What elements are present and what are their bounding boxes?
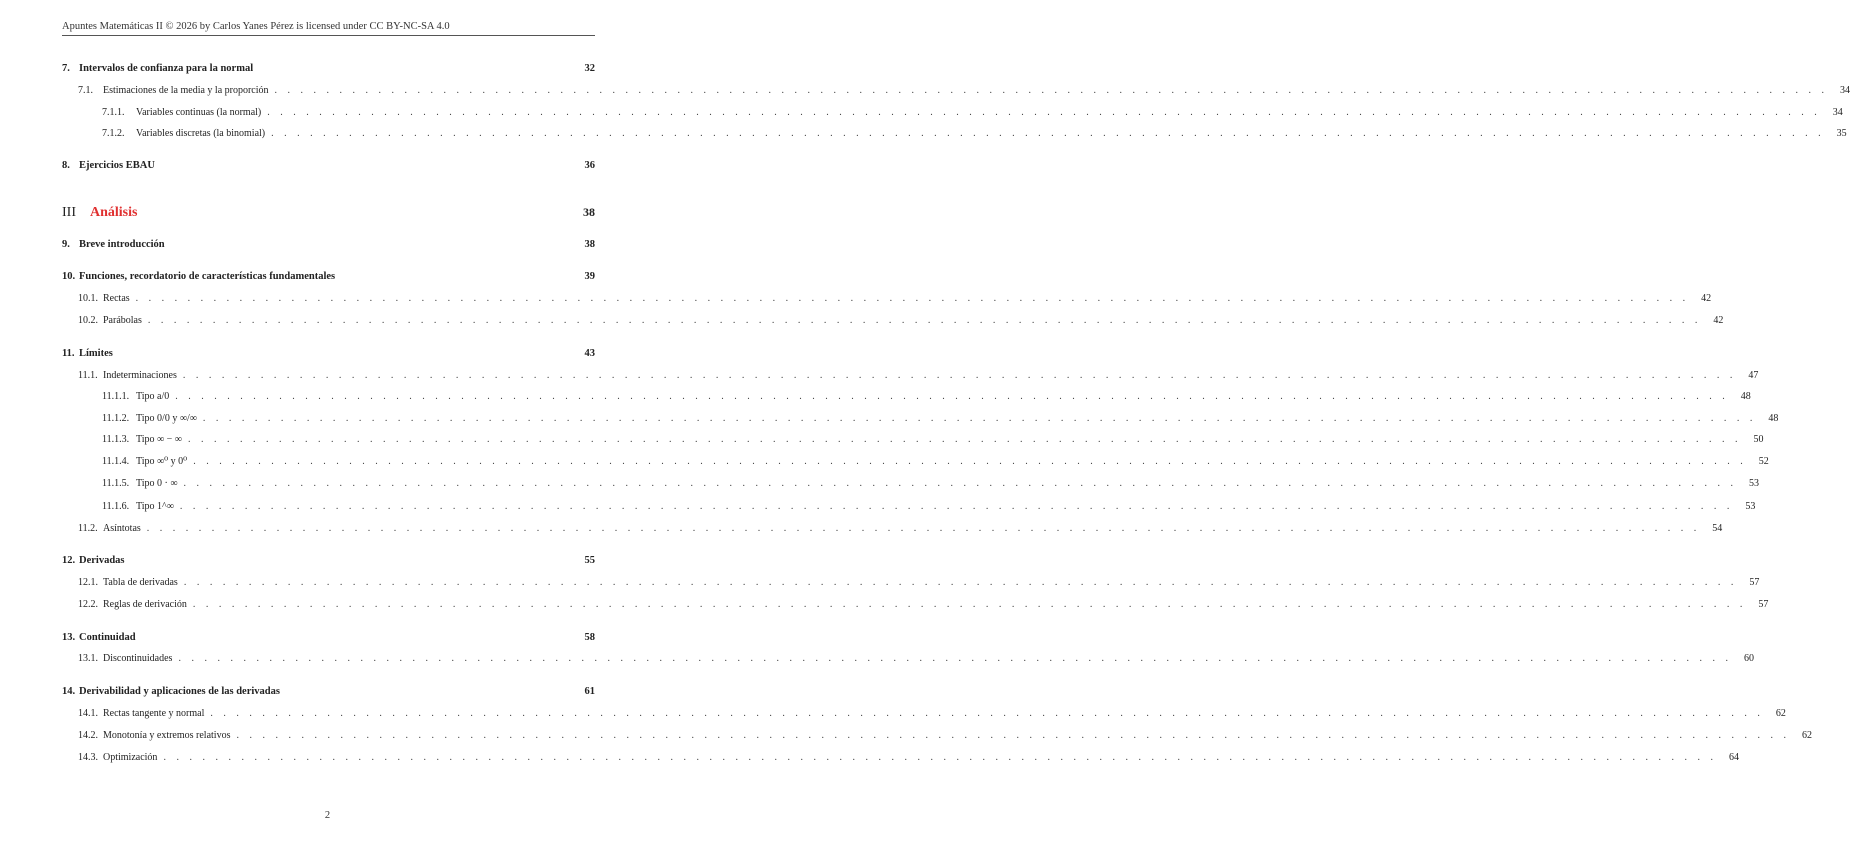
toc-entry-title: Optimización [103, 752, 158, 763]
toc-entry-number: 10.1. [78, 293, 98, 304]
toc-entry-page: 55 [584, 555, 595, 566]
toc-entry[interactable] [62, 347, 595, 361]
toc-entry-title: Funciones, recordatorio de características fundamentales [79, 271, 336, 282]
toc-entry-page: 38 [584, 239, 595, 250]
toc-entry-number: 7.1.1. [102, 107, 125, 118]
toc-entry-number: 8. [62, 160, 70, 171]
toc-entry-page: 42 [1701, 293, 1712, 304]
toc-entry-number: 11.1. [78, 370, 98, 381]
toc-entry[interactable] [62, 433, 1764, 447]
toc-entry-page: 48 [1740, 391, 1751, 402]
toc-entry[interactable] [62, 292, 1712, 306]
toc-entry-title: Análisis [90, 205, 138, 220]
toc-entry-page: 57 [1758, 599, 1769, 610]
toc-dot-leader: . . . . . . . . . . . . . . . . . . . . . . . . . . . . . . . . . . . . . . . . . . . . . . . . . . . . . . . . . . . . . . . . . . . . . . . . . . . . . . . . . . . . . . . . . . . . . . . . . . . . . . . . . . . . . . . . . . . . . . . . [193, 456, 1747, 467]
toc-entry-title: Derivadas [79, 555, 125, 566]
toc-entry-title: Tipo 1^∞ [136, 501, 174, 512]
toc-entry[interactable] [62, 412, 1779, 426]
toc-entry-title: Tipo ∞ − ∞ [136, 434, 182, 445]
toc-dot-leader: . . . . . . . . . . . . . . . . . . . . . . . . . . . . . . . . . . . . . . . . . . . . . . . . . . . . . . . . . . . . . . . . . . . . . . . . . . . . . . . . . . . . . . . . . . . . . . . . . . . . . . . . . . . . . . . . . . . . . . . . [183, 478, 1737, 489]
toc-entry-title: Tipo 0 · ∞ [136, 478, 178, 489]
toc-entry-number: 7. [62, 63, 70, 74]
toc-entry-page: 64 [1728, 752, 1739, 763]
toc-entry-page: 47 [1748, 370, 1759, 381]
toc-dot-leader: . . . . . . . . . . . . . . . . . . . . . . . . . . . . . . . . . . . . . . . . . . . . . . . . . . . . . . . . . . . . . . . . . . . . . . . . . . . . . . . . . . . . . . . . . . . . . . . . . . . . . . . . . . . . . . . . . . . . . . . . [178, 653, 1732, 664]
toc-entry-title: Monotonía y extremos relativos [103, 730, 231, 741]
toc-entry[interactable] [62, 127, 1847, 141]
toc-entry-page: 62 [1775, 708, 1786, 719]
toc-entry[interactable] [62, 270, 595, 284]
toc-dot-leader: . . . . . . . . . . . . . . . . . . . . . . . . . . . . . . . . . . . . . . . . . . . . . . . . . . . . . . . . . . . . . . . . . . . . . . . . . . . . . . . . . . . . . . . . . . . . . . . . . . . . . . . . . . . . . . . . . . . . . . . . [146, 523, 1701, 534]
toc-entry-page: 54 [1712, 523, 1723, 534]
toc-entry-page: 32 [584, 63, 595, 74]
toc-entry-title: Breve introducción [79, 239, 165, 250]
toc-dot-leader: . . . . . . . . . . . . . . . . . . . . . . . . . . . . . . . . . . . . . . . . . . . . . . . . . . . . . . . . . . . . . . . . . . . . . . . . . . . . . . . . . . . . . . . . . . . . . . . . . . . . . . . . . . . . . . . . . . . . . . . . [182, 370, 1737, 381]
toc-entry-number: 11.1.3. [102, 434, 130, 445]
toc-entry-number: 14.1. [78, 708, 98, 719]
toc-entry-page: 57 [1749, 577, 1760, 588]
toc-entry[interactable] [62, 314, 1724, 328]
toc-entry-page: 34 [1832, 107, 1843, 118]
toc-entry-title: Tipo a/0 [136, 391, 170, 402]
toc-dot-leader: . . . . . . . . . . . . . . . . . . . . . . . . . . . . . . . . . . . . . . . . . . . . . . . . . . . . . . . . . . . . . . . . . . . . . . . . . . . . . . . . . . . . . . . . . . . . . . . . . . . . . . . . . . . . . . . . . . . . . . . . [267, 107, 1821, 118]
toc-entry[interactable] [62, 106, 1843, 120]
toc-entry[interactable] [62, 477, 1759, 491]
toc-entry[interactable] [62, 500, 1756, 514]
toc-entry-number: 12.1. [78, 577, 98, 588]
toc-entry[interactable] [62, 631, 595, 645]
toc-entry-page: 50 [1753, 434, 1764, 445]
toc-entry-number: 7.1.2. [102, 128, 125, 139]
toc-entry[interactable] [62, 685, 595, 699]
toc-dot-leader: . . . . . . . . . . . . . . . . . . . . . . . . . . . . . . . . . . . . . . . . . . . . . . . . . . . . . . . . . . . . . . . . . . . . . . . . . . . . . . . . . . . . . . . . . . . . . . . . . . . . . . . . . . . . . . . . . . . . . . . . [187, 434, 1742, 445]
toc-entry-page: 34 [1840, 85, 1850, 96]
toc-entry-number: 10.2. [78, 315, 98, 326]
toc-entry[interactable] [62, 751, 1739, 765]
toc-entry-title: Indeterminaciones [103, 370, 177, 381]
toc-dot-leader: . . . . . . . . . . . . . . . . . . . . . . . . . . . . . . . . . . . . . . . . . . . . . . . . . . . . . . . . . . . . . . . . . . . . . . . . . . . . . . . . . . . . . . . . . . . . . . . . . . . . . . . . . . . . . . . . . . . . . . . . [135, 293, 1690, 304]
toc-dot-leader: . . . . . . . . . . . . . . . . . . . . . . . . . . . . . . . . . . . . . . . . . . . . . . . . . . . . . . . . . . . . . . . . . . . . . . . . . . . . . . . . . . . . . . . . . . . . . . . . . . . . . . . . . . . . . . . . . . . . . . . . [163, 752, 1717, 763]
toc-entry-number: 11.1.6. [102, 501, 130, 512]
toc-entry-page: 35 [1836, 128, 1847, 139]
toc-entry[interactable] [62, 707, 1786, 721]
toc-entry-title: Variables discretas (la binomial) [136, 128, 266, 139]
toc-dot-leader: . . . . . . . . . . . . . . . . . . . . . . . . . . . . . . . . . . . . . . . . . . . . . . . . . . . . . . . . . . . . . . . . . . . . . . . . . . . . . . . . . . . . . . . . . . . . . . . . . . . . . . . . . . . . . . . . . . . . . . . . [210, 708, 1764, 719]
toc-dot-leader: . . . . . . . . . . . . . . . . . . . . . . . . . . . . . . . . . . . . . . . . . . . . . . . . . . . . . . . . . . . . . . . . . . . . . . . . . . . . . . . . . . . . . . . . . . . . . . . . . . . . . . . . . . . . . . . . . . . . . . . . [202, 413, 1757, 424]
toc-dot-leader: . . . . . . . . . . . . . . . . . . . . . . . . . . . . . . . . . . . . . . . . . . . . . . . . . . . . . . . . . . . . . . . . . . . . . . . . . . . . . . . . . . . . . . . . . . . . . . . . . . . . . . . . . . . . . . . . . . . . . . . . [274, 85, 1829, 96]
toc-dot-leader: . . . . . . . . . . . . . . . . . . . . . . . . . . . . . . . . . . . . . . . . . . . . . . . . . . . . . . . . . . . . . . . . . . . . . . . . . . . . . . . . . . . . . . . . . . . . . . . . . . . . . . . . . . . . . . . . . . . . . . . . [271, 128, 1825, 139]
toc-entry-page: 60 [1743, 653, 1754, 664]
toc-entry-number: 11.1.1. [102, 391, 130, 402]
toc-entry-page: 58 [584, 632, 595, 643]
toc-entry-number: 14. [62, 686, 76, 697]
toc-entry-number: 12.2. [78, 599, 98, 610]
toc-entry-number: 14.3. [78, 752, 98, 763]
toc-entry-title: Discontinuidades [103, 653, 173, 664]
toc-entry-title: Tipo ∞⁰ y 0⁰ [136, 456, 188, 467]
toc-entry-page: 62 [1801, 730, 1812, 741]
toc-entry-page: 42 [1713, 315, 1724, 326]
toc-entry-number: 11.1.2. [102, 413, 130, 424]
toc-entry-title: Continuidad [79, 632, 136, 643]
toc-entry[interactable] [62, 598, 1769, 612]
toc-entry-number: 13.1. [78, 653, 98, 664]
toc-entry-number: 12. [62, 555, 76, 566]
toc-entry-title: Tabla de derivadas [103, 577, 178, 588]
toc-entry-number: 11.2. [78, 523, 98, 534]
toc-entry[interactable] [62, 238, 595, 252]
toc-entry[interactable] [62, 729, 1812, 743]
toc-entry-number: 7.1. [78, 85, 93, 96]
toc-entry-number: 13. [62, 632, 76, 643]
toc-entry[interactable] [62, 62, 595, 76]
toc-entry[interactable] [62, 390, 1751, 404]
toc-dot-leader: . . . . . . . . . . . . . . . . . . . . . . . . . . . . . . . . . . . . . . . . . . . . . . . . . . . . . . . . . . . . . . . . . . . . . . . . . . . . . . . . . . . . . . . . . . . . . . . . . . . . . . . . . . . . . . . . . . . . . . . . [192, 599, 1747, 610]
toc-entry[interactable] [62, 522, 1723, 536]
toc-entry-number: 10. [62, 271, 76, 282]
toc-entry-page: 53 [1749, 478, 1759, 489]
toc-entry[interactable] [62, 369, 1759, 383]
toc-entry-page: 48 [1768, 413, 1779, 424]
toc-entry-number: III [62, 205, 76, 220]
toc-dot-leader: . . . . . . . . . . . . . . . . . . . . . . . . . . . . . . . . . . . . . . . . . . . . . . . . . . . . . . . . . . . . . . . . . . . . . . . . . . . . . . . . . . . . . . . . . . . . . . . . . . . . . . . . . . . . . . . . . . . . . . . . [236, 730, 1790, 741]
toc-entry[interactable] [62, 455, 1769, 469]
toc-entry[interactable] [62, 576, 1760, 590]
toc-entry[interactable] [62, 652, 1754, 666]
toc-entry-page: 53 [1745, 501, 1756, 512]
toc-entry-page: 43 [584, 348, 595, 359]
toc-entry-title: Derivabilidad y aplicaciones de las derivadas [79, 686, 280, 697]
header-divider [62, 35, 595, 36]
toc-entry-page: 61 [584, 686, 595, 697]
toc-dot-leader: . . . . . . . . . . . . . . . . . . . . . . . . . . . . . . . . . . . . . . . . . . . . . . . . . . . . . . . . . . . . . . . . . . . . . . . . . . . . . . . . . . . . . . . . . . . . . . . . . . . . . . . . . . . . . . . . . . . . . . . . [183, 577, 1738, 588]
toc-entry-title: Intervalos de confianza para la normal [79, 63, 254, 74]
toc-entry-title: Variables continuas (la normal) [136, 107, 262, 118]
toc-entry-number: 11. [62, 348, 75, 359]
toc-entry-title: Tipo 0/0 y ∞/∞ [136, 413, 197, 424]
toc-entry-number: 14.2. [78, 730, 98, 741]
toc-part-entry[interactable] [62, 203, 595, 221]
toc-entry-page: 36 [584, 160, 595, 171]
toc-entry[interactable] [62, 159, 595, 173]
toc-entry-title: Reglas de derivación [103, 599, 187, 610]
toc-entry-number: 11.1.4. [102, 456, 130, 467]
license-header: Apuntes Matemáticas II © 2026 by Carlos Yanes Pérez is licensed under CC BY-NC-SA 4.0 [62, 21, 450, 32]
toc-dot-leader: . . . . . . . . . . . . . . . . . . . . . . . . . . . . . . . . . . . . . . . . . . . . . . . . . . . . . . . . . . . . . . . . . . . . . . . . . . . . . . . . . . . . . . . . . . . . . . . . . . . . . . . . . . . . . . . . . . . . . . . . [179, 501, 1734, 512]
toc-entry-title: Estimaciones de la media y la proporción [103, 85, 269, 96]
toc-entry-number: 11.1.5. [102, 478, 130, 489]
toc-entry-title: Rectas [103, 293, 130, 304]
toc-dot-leader: . . . . . . . . . . . . . . . . . . . . . . . . . . . . . . . . . . . . . . . . . . . . . . . . . . . . . . . . . . . . . . . . . . . . . . . . . . . . . . . . . . . . . . . . . . . . . . . . . . . . . . . . . . . . . . . . . . . . . . . . [147, 315, 1702, 326]
toc-entry-title: Parábolas [103, 315, 142, 326]
toc-entry-page: 39 [584, 271, 595, 282]
toc-entry-title: Límites [79, 348, 113, 359]
toc-dot-leader: . . . . . . . . . . . . . . . . . . . . . . . . . . . . . . . . . . . . . . . . . . . . . . . . . . . . . . . . . . . . . . . . . . . . . . . . . . . . . . . . . . . . . . . . . . . . . . . . . . . . . . . . . . . . . . . . . . . . . . . . [175, 391, 1729, 402]
toc-entry[interactable] [62, 554, 595, 568]
page-number: 2 [324, 810, 331, 821]
toc-entry-title: Rectas tangente y normal [103, 708, 205, 719]
toc-entry-page: 38 [583, 205, 595, 219]
toc-entry[interactable] [62, 84, 1850, 98]
toc-entry-number: 9. [62, 239, 70, 250]
toc-entry-page: 52 [1758, 456, 1769, 467]
toc-entry-title: Ejercicios EBAU [79, 160, 155, 171]
toc-entry-title: Asíntotas [103, 523, 141, 534]
